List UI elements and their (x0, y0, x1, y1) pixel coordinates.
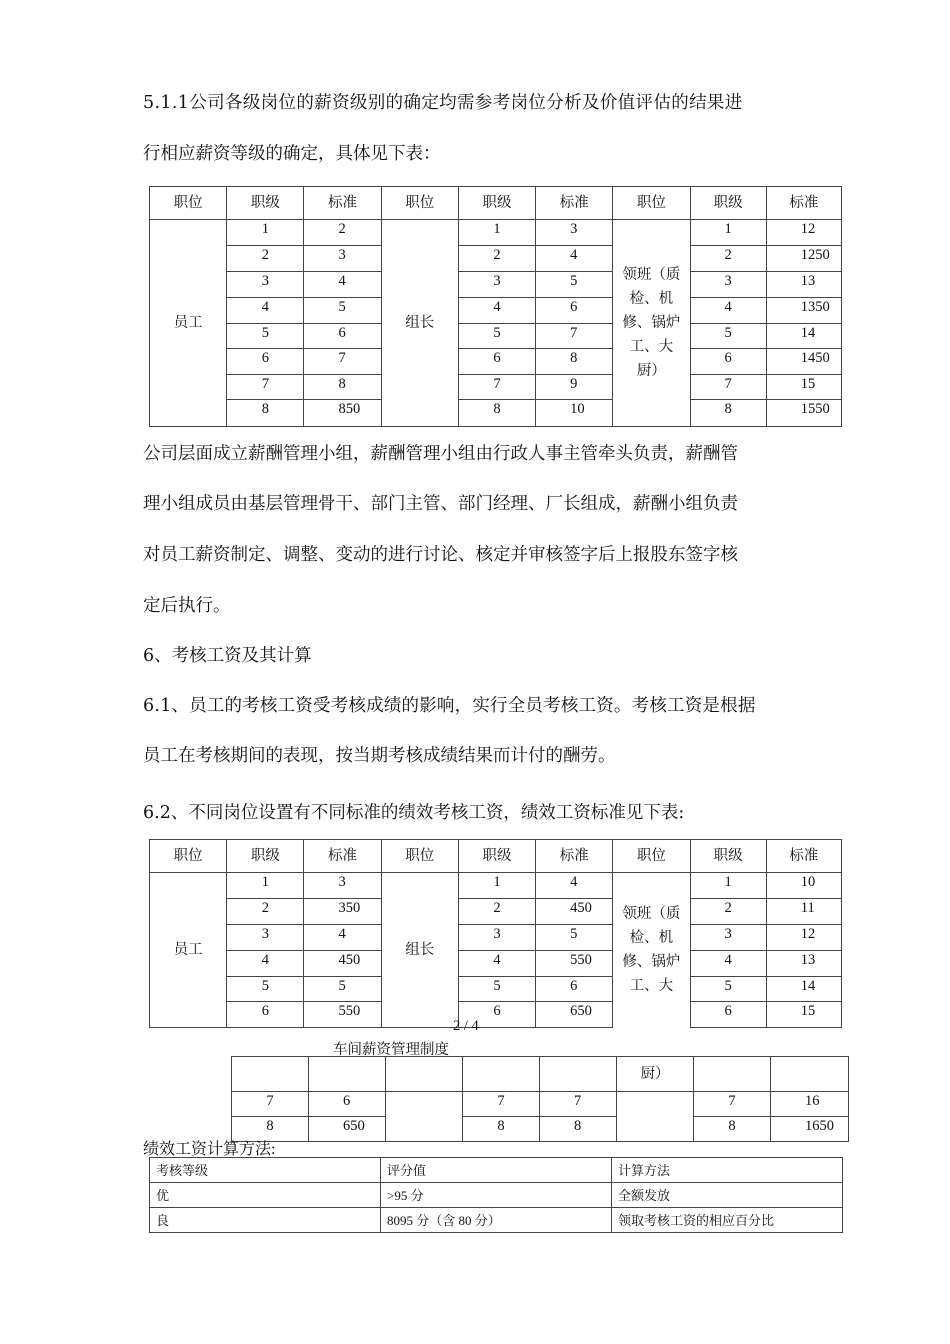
position-cell: 员工 (150, 220, 227, 427)
standard-cell: 4 (304, 925, 381, 951)
grade-cell: 6 (458, 349, 535, 375)
grade-cell: 7 (690, 375, 766, 400)
standard-cell: 6 (536, 298, 613, 324)
standard-cell: 6 (309, 1092, 386, 1117)
position-line: 领班（质 (622, 906, 681, 923)
table-row (232, 1117, 849, 1142)
header-cell: 标准 (766, 187, 841, 220)
standard-cell: 3 (536, 220, 613, 246)
grade-cell: 2 (227, 899, 304, 925)
calc-row (150, 1158, 843, 1183)
grade-cell: 1 (227, 220, 304, 246)
header-cell: 标准 (304, 840, 381, 873)
standard-cell: 8 (540, 1117, 617, 1142)
standard-cell: 5 (304, 977, 381, 1002)
calc-cell: 良 (150, 1208, 381, 1233)
standard-cell: 5 (304, 298, 381, 324)
committee-line-4: 定后执行。 (143, 596, 231, 616)
grade-cell: 5 (227, 324, 304, 349)
standard-cell: 16 (771, 1092, 849, 1117)
calc-cell: 优 (150, 1183, 381, 1208)
grade-cell: 4 (227, 951, 304, 977)
calc-row (150, 1208, 843, 1233)
grade-cell: 3 (458, 272, 535, 298)
header-cell: 职级 (227, 840, 304, 873)
grade-cell: 8 (463, 1117, 540, 1142)
grade-cell: 8 (227, 400, 304, 427)
grade-cell: 6 (227, 1002, 304, 1028)
grade-cell: 7 (694, 1092, 771, 1117)
standard-cell: 15 (766, 375, 841, 400)
grade-cell: 3 (690, 925, 766, 951)
header-cell: 标准 (536, 187, 613, 220)
salary-grade-table (149, 186, 842, 427)
standard-cell: 550 (304, 1002, 381, 1028)
position-line: 领班（质 (622, 267, 681, 283)
grade-cell: 2 (458, 899, 535, 925)
standard-cell: 1350 (766, 298, 841, 324)
empty-cell (309, 1057, 386, 1092)
section-6-1-line-1: 6.1、员工的考核工资受考核成绩的影响，实行全员考核工资。考核工资是根据 (143, 696, 756, 716)
table-header-row (150, 840, 842, 873)
grade-cell: 5 (227, 977, 304, 1002)
standard-cell: 1250 (766, 246, 841, 272)
table-row (150, 220, 842, 246)
section-6-1-line-2: 员工在考核期间的表现，按当期考核成绩结果而计付的酬劳。 (143, 746, 616, 766)
position-line: 修、锅炉 (622, 315, 681, 331)
calc-cell: 考核等级 (150, 1158, 381, 1183)
grade-cell: 7 (463, 1092, 540, 1117)
table-row (150, 1002, 842, 1028)
standard-cell: 350 (304, 899, 381, 925)
position-line: 检、机 (629, 291, 674, 307)
header-cell: 职级 (690, 187, 766, 220)
table-row (150, 951, 842, 977)
grade-cell: 3 (690, 272, 766, 298)
grade-cell: 7 (227, 375, 304, 400)
grade-cell: 4 (690, 951, 766, 977)
empty-cell (617, 1092, 694, 1142)
grade-cell: 3 (458, 925, 535, 951)
header-cell: 职位 (613, 187, 690, 220)
grade-cell: 8 (694, 1117, 771, 1142)
grade-cell: 1 (458, 220, 535, 246)
grade-cell: 8 (458, 400, 535, 427)
table-row (150, 324, 842, 349)
empty-cell (694, 1057, 771, 1092)
standard-cell: 13 (766, 951, 841, 977)
grade-cell: 5 (458, 324, 535, 349)
section-6-heading: 6、考核工资及其计算 (143, 646, 312, 666)
committee-line-3: 对员工薪资制定、调整、变动的进行讨论、核定并审核签字后上报股东签字核 (143, 545, 738, 565)
position-line: 厨） (636, 363, 666, 379)
standard-cell: 14 (766, 977, 841, 1002)
grade-cell: 1 (690, 220, 766, 246)
standard-cell: 1650 (771, 1117, 849, 1142)
calc-method-table (149, 1157, 843, 1233)
calc-cell: 评分值 (381, 1158, 612, 1183)
empty-cell (386, 1092, 463, 1142)
grade-cell: 2 (227, 246, 304, 272)
grade-cell: 5 (690, 977, 766, 1002)
standard-cell: 11 (766, 899, 841, 925)
table-row (232, 1092, 849, 1117)
grade-cell: 6 (690, 349, 766, 375)
position-cell: 员工 (150, 873, 227, 1028)
empty-cell (386, 1057, 463, 1092)
standard-cell: 1550 (766, 400, 841, 427)
standard-cell: 12 (766, 220, 841, 246)
standard-cell: 3 (304, 246, 381, 272)
grade-cell: 1 (227, 873, 304, 899)
table-row (150, 899, 842, 925)
grade-cell: 6 (690, 1002, 766, 1028)
standard-cell: 8 (536, 349, 613, 375)
table-row (150, 375, 842, 400)
standard-cell: 550 (536, 951, 613, 977)
grade-cell: 7 (232, 1092, 309, 1117)
position-cell: 组长 (381, 873, 458, 1028)
grade-cell: 4 (458, 298, 535, 324)
table-row (150, 298, 842, 324)
standard-cell: 10 (536, 400, 613, 427)
header-cell: 职位 (150, 840, 227, 873)
standard-cell: 10 (766, 873, 841, 899)
position-cell (613, 220, 690, 427)
table-row (150, 977, 842, 1002)
table-row (150, 246, 842, 272)
table-row (150, 873, 842, 899)
header-cell: 标准 (536, 840, 613, 873)
grade-cell: 7 (458, 375, 535, 400)
standard-cell: 7 (536, 324, 613, 349)
standard-cell: 1450 (766, 349, 841, 375)
standard-cell: 7 (304, 349, 381, 375)
standard-cell: 2 (304, 220, 381, 246)
standard-cell: 650 (309, 1117, 386, 1142)
grade-cell: 1 (690, 873, 766, 899)
table-row (150, 349, 842, 375)
grade-cell: 2 (690, 246, 766, 272)
grade-cell: 5 (458, 977, 535, 1002)
standard-cell: 6 (304, 324, 381, 349)
table-row (150, 272, 842, 298)
standard-cell: 4 (304, 272, 381, 298)
calc-method-title: 绩效工资计算方法: (143, 1141, 276, 1158)
empty-cell (771, 1057, 849, 1092)
standard-cell: 5 (536, 925, 613, 951)
intro-line-2: 行相应薪资等级的确定，具体见下表： (143, 144, 441, 164)
empty-cell (232, 1057, 309, 1092)
section-6-2-line: 6.2、不同岗位设置有不同标准的绩效考核工资，绩效工资标准见下表: (143, 803, 685, 823)
intro-line-1: 5.1.1公司各级岗位的薪资级别的确定均需参考岗位分析及价值评估的结果进 (143, 93, 743, 113)
page-number: 2 / 4 (453, 1018, 479, 1034)
standard-cell: 8 (304, 375, 381, 400)
standard-cell: 5 (536, 272, 613, 298)
header-cell: 职级 (458, 187, 535, 220)
header-cell: 职位 (381, 187, 458, 220)
header-cell: 标准 (304, 187, 381, 220)
header-cell: 职位 (150, 187, 227, 220)
grade-cell: 4 (690, 298, 766, 324)
calc-cell: 全额发放 (612, 1183, 843, 1208)
calc-cell: >95 分 (381, 1183, 612, 1208)
table-header-row (150, 187, 842, 220)
standard-cell: 4 (536, 246, 613, 272)
standard-cell: 13 (766, 272, 841, 298)
standard-cell: 14 (766, 324, 841, 349)
grade-cell: 5 (690, 324, 766, 349)
grade-cell: 6 (458, 1002, 535, 1028)
standard-cell: 6 (536, 977, 613, 1002)
standard-cell: 15 (766, 1002, 841, 1028)
grade-cell: 3 (227, 272, 304, 298)
grade-cell: 6 (227, 349, 304, 375)
position-line: 检、机 (629, 930, 674, 947)
standard-cell: 450 (536, 899, 613, 925)
header-cell: 标准 (766, 840, 841, 873)
committee-line-2: 理小组成员由基层管理骨干、部门主管、部门经理、厂长组成，薪酬小组负责 (143, 494, 738, 514)
grade-cell: 2 (458, 246, 535, 272)
standard-cell: 3 (304, 873, 381, 899)
position-cell (613, 873, 690, 1028)
standard-cell: 650 (536, 1002, 613, 1028)
performance-pay-table (149, 839, 842, 1028)
calc-row (150, 1183, 843, 1208)
header-cell: 职级 (227, 187, 304, 220)
position-cell: 厨） (617, 1057, 694, 1092)
empty-cell (540, 1057, 617, 1092)
standard-cell: 850 (304, 400, 381, 427)
table-row (150, 400, 842, 427)
standard-cell: 9 (536, 375, 613, 400)
calc-cell: 8095 分（含 80 分） (381, 1208, 612, 1233)
table-row (232, 1057, 849, 1092)
grade-cell: 4 (227, 298, 304, 324)
standard-cell: 7 (540, 1092, 617, 1117)
standard-cell: 450 (304, 951, 381, 977)
position-line: 工、大 (629, 978, 674, 995)
position-line: 修、锅炉 (622, 954, 681, 971)
grade-cell: 1 (458, 873, 535, 899)
grade-cell: 4 (458, 951, 535, 977)
grade-cell: 3 (227, 925, 304, 951)
standard-cell: 12 (766, 925, 841, 951)
performance-pay-table-continued (231, 1056, 849, 1142)
grade-cell: 2 (690, 899, 766, 925)
committee-line-1: 公司层面成立薪酬管理小组，薪酬管理小组由行政人事主管牵头负责，薪酬管 (143, 444, 738, 464)
header-cell: 职级 (458, 840, 535, 873)
calc-cell: 计算方法 (612, 1158, 843, 1183)
position-line: 工、大 (629, 339, 674, 355)
empty-cell (463, 1057, 540, 1092)
calc-cell: 领取考核工资的相应百分比 (612, 1208, 843, 1233)
standard-cell: 4 (536, 873, 613, 899)
table-row (150, 925, 842, 951)
header-cell: 职位 (613, 840, 690, 873)
position-cell: 组长 (381, 220, 458, 427)
header-cell: 职位 (381, 840, 458, 873)
running-header: 车间薪资管理制度 (333, 1042, 449, 1058)
grade-cell: 8 (690, 400, 766, 427)
grade-cell: 8 (232, 1117, 309, 1142)
header-cell: 职级 (690, 840, 766, 873)
